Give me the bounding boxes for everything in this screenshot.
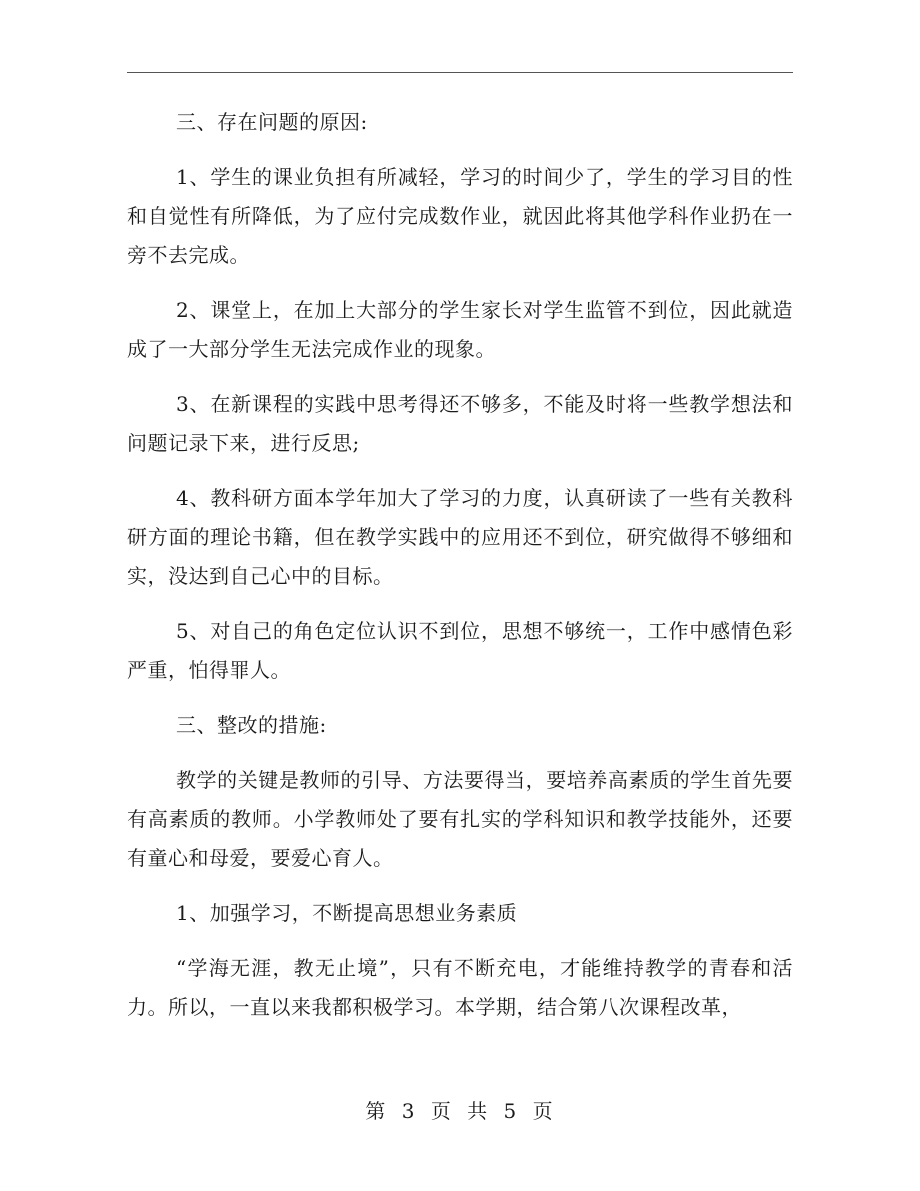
paragraph-cause-3: 3、在新课程的实践中思考得还不够多，不能及时将一些教学想法和问题记录下来，进行反思; [127,392,793,455]
section-heading-causes: 三、存在问题的原因: [176,110,368,134]
paragraph-cause-4: 4、教科研方面本学年加大了学习的力度，认真研读了一些有关教科研方面的理论书籍，但在教学实践中的应用还不到位，研究做得不够细和实，没达到自己心中的目标。 [127,486,793,588]
subheading-measure-1: 1、加强学习，不断提高思想业务素质 [176,901,518,925]
paragraph-measure-1: “学海无涯，教无止境”，只有不断充电，才能维持教学的青春和活力。所以，一直以来我都积极学习。本学期，结合第八次课程改革， [127,956,793,1019]
header-divider [127,72,793,73]
paragraph-cause-1: 1、学生的课业负担有所减轻，学习的时间少了，学生的学习目的性和自觉性有所降低，为了应付完成数作业，就因此将其他学科作业扔在一旁不去完成。 [127,165,793,267]
page-number-footer: 第 3 页 共 5 页 [365,1099,555,1123]
paragraph-cause-2: 2、课堂上，在加上大部分的学生家长对学生监管不到位，因此就造成了一大部分学生无法完成作业的现象。 [127,298,793,361]
paragraph-measures-intro: 教学的关键是教师的引导、方法要得当，要培养高素质的学生首先要有高素质的教师。小学教师处了要有扎实的学科知识和教学技能外，还要有童心和母爱，要爱心育人。 [127,768,793,870]
paragraph-cause-5: 5、对自己的角色定位认识不到位，思想不够统一，工作中感情色彩严重，怕得罪人。 [127,619,793,682]
section-heading-measures: 三、整改的措施: [176,713,327,737]
document-body [127,103,793,1043]
